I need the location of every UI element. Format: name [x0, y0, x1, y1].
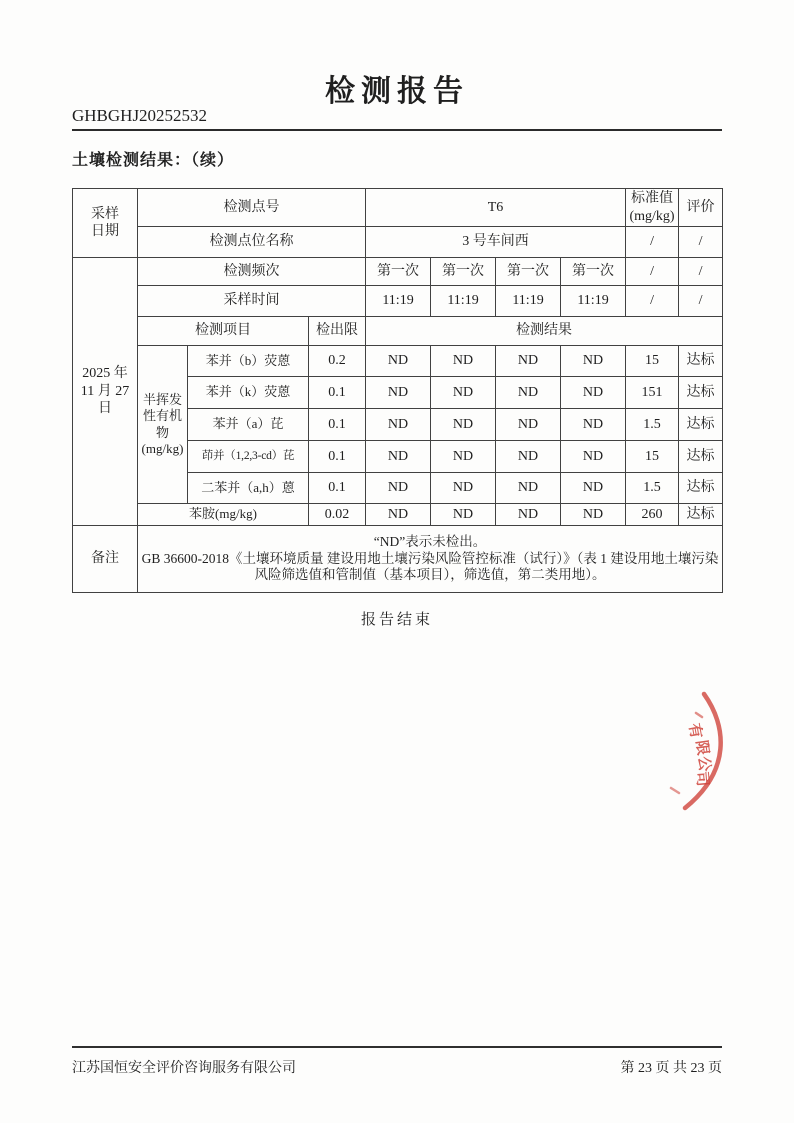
result-cell: ND	[561, 377, 626, 409]
table-row	[73, 286, 723, 317]
standard-header-line1: 标准值	[631, 191, 674, 206]
slash-cell: /	[626, 258, 679, 286]
result-cell: ND	[366, 409, 431, 441]
time-label: 采样时间	[138, 286, 366, 317]
item-name-cell: 茚并（1,2,3-cd）芘	[188, 441, 309, 473]
date-line2: 11 月 27 日	[80, 383, 130, 417]
table-row	[73, 258, 723, 286]
table-row	[73, 189, 723, 227]
slash-cell: /	[626, 286, 679, 317]
group-label-svoc	[138, 346, 188, 504]
seal-char: 有	[685, 722, 704, 740]
result-cell: ND	[366, 504, 431, 526]
freq-value: 第一次	[561, 258, 626, 286]
standard-header	[626, 189, 679, 227]
item-name-cell: 苯并（b）荧蒽	[188, 346, 309, 377]
limit-cell: 0.1	[309, 473, 366, 504]
result-header: 检测结果	[366, 317, 723, 346]
freq-value: 第一次	[496, 258, 561, 286]
date-line1: 2025 年	[82, 366, 128, 382]
result-cell: ND	[561, 441, 626, 473]
item-name-cell: 苯并（a）芘	[188, 409, 309, 441]
remark-line1: “ND”表示未检出。	[373, 533, 487, 549]
result-cell: ND	[431, 377, 496, 409]
result-cell: ND	[496, 441, 561, 473]
seal-char: 司	[692, 770, 711, 788]
result-cell: ND	[366, 473, 431, 504]
eval-cell: 达标	[679, 504, 723, 526]
remark-content	[138, 526, 723, 593]
point-name-value: 3 号车间西	[366, 227, 626, 258]
freq-value: 第一次	[431, 258, 496, 286]
result-cell: ND	[431, 441, 496, 473]
result-cell: ND	[431, 409, 496, 441]
eval-cell: 达标	[679, 441, 723, 473]
sample-date-header	[73, 189, 138, 258]
table-row	[73, 346, 723, 377]
result-cell: ND	[561, 409, 626, 441]
table-row	[73, 504, 723, 526]
time-value: 11:19	[496, 286, 561, 317]
time-value: 11:19	[366, 286, 431, 317]
standard-cell: 15	[626, 441, 679, 473]
section-title: 土壤检测结果：（续）	[72, 152, 235, 169]
result-cell: ND	[561, 346, 626, 377]
seal-stray-mark	[671, 788, 679, 793]
limit-cell: 0.1	[309, 377, 366, 409]
slash-cell: /	[626, 227, 679, 258]
result-cell: ND	[366, 346, 431, 377]
item-name-cell: 二苯并（a,h）蒽	[188, 473, 309, 504]
eval-cell: 达标	[679, 377, 723, 409]
eval-cell: 达标	[679, 346, 723, 377]
limit-cell: 0.1	[309, 441, 366, 473]
eval-header: 评价	[679, 189, 723, 227]
result-cell: ND	[561, 473, 626, 504]
seal-arc	[685, 694, 721, 808]
page-title: 检测报告	[325, 75, 469, 108]
sample-date-line2: 日期	[91, 224, 119, 239]
point-no-label: 检测点号	[138, 189, 366, 227]
seal-char: 限	[692, 739, 711, 757]
table-row	[73, 317, 723, 346]
limit-cell: 0.02	[309, 504, 366, 526]
soil-results-table	[72, 188, 723, 593]
group-label-name: 半挥发性有机物	[142, 392, 182, 440]
company-seal-stamp	[635, 668, 794, 843]
result-cell: ND	[496, 409, 561, 441]
end-of-report-text: 报告结束	[360, 612, 433, 628]
standard-cell: 151	[626, 377, 679, 409]
result-cell: ND	[431, 473, 496, 504]
standard-header-line2: (mg/kg)	[629, 208, 675, 224]
report-number: GHBGHJ20252532	[72, 106, 722, 131]
group-label-unit: (mg/kg)	[141, 440, 184, 456]
sample-date-value	[73, 258, 138, 526]
footer-page-number: 第 23 页 共 23 页	[620, 1061, 722, 1076]
point-name-label: 检测点位名称	[138, 227, 366, 258]
footer-company-name: 江苏国恒安全评价咨询服务有限公司	[72, 1061, 296, 1076]
limit-header: 检出限	[309, 317, 366, 346]
result-cell: ND	[366, 377, 431, 409]
result-cell: ND	[561, 504, 626, 526]
time-value: 11:19	[561, 286, 626, 317]
remark-line2: GB 36600-2018《土壤环境质量 建设用地土壤污染风险管控标准（试行）》（表 1 建设用地土壤污染风险筛选值和管制值（基本项目），筛选值，第二类用地）。	[141, 550, 719, 583]
result-cell: ND	[496, 377, 561, 409]
seal-stray-mark	[696, 713, 702, 717]
remark-label: 备注	[73, 526, 138, 593]
point-no-value: T6	[366, 189, 626, 227]
slash-cell: /	[679, 258, 723, 286]
limit-cell: 0.2	[309, 346, 366, 377]
time-value: 11:19	[431, 286, 496, 317]
item-name-cell: 苯胺(mg/kg)	[138, 504, 309, 526]
standard-cell: 1.5	[626, 473, 679, 504]
limit-cell: 0.1	[309, 409, 366, 441]
result-cell: ND	[366, 441, 431, 473]
standard-cell: 260	[626, 504, 679, 526]
eval-cell: 达标	[679, 409, 723, 441]
result-cell: ND	[431, 504, 496, 526]
standard-cell: 1.5	[626, 409, 679, 441]
standard-cell: 15	[626, 346, 679, 377]
sample-date-line1: 采样	[91, 206, 119, 222]
freq-label: 检测频次	[138, 258, 366, 286]
table-row	[73, 227, 723, 258]
eval-cell: 达标	[679, 473, 723, 504]
freq-value: 第一次	[366, 258, 431, 286]
item-name-cell: 苯并（k）荧蒽	[188, 377, 309, 409]
slash-cell: /	[679, 286, 723, 317]
result-cell: ND	[496, 504, 561, 526]
item-header: 检测项目	[138, 317, 309, 346]
table-row	[73, 526, 723, 593]
page-footer	[72, 1046, 722, 1077]
slash-cell: /	[679, 227, 723, 258]
seal-char: 公	[694, 755, 713, 773]
result-cell: ND	[496, 473, 561, 504]
result-cell: ND	[431, 346, 496, 377]
result-cell: ND	[496, 346, 561, 377]
